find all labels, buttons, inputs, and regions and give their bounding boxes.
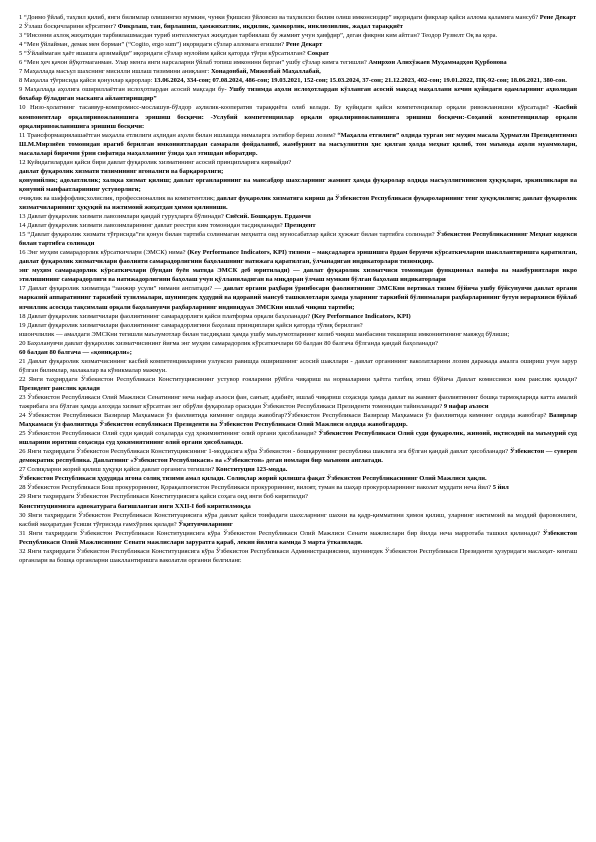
question-line <box>19 411 577 429</box>
question-text: 20 Баҳоланувчи давлат фуқаролик хизматчисининг йиғма энг муҳим самарадорлик кўрсаткичлари 60 балдан 80 балгача бўлганда қандай баҳоланади? <box>19 339 438 347</box>
answer-text: Президент <box>284 222 316 230</box>
question-line <box>19 429 577 447</box>
question-text: 8 Маҳалла тўғрисида қайси қонунлар қарорлар: <box>19 77 155 85</box>
answer-text: Ўзбекистон — суверен демократик республика. Давлатнинг «Ўзбекистон Республикаси» ва «Ўзбекистон» деган номлари бир маънони англатади. <box>19 448 577 465</box>
answer-text: Сократ <box>307 50 329 58</box>
question-list <box>19 13 577 565</box>
question-text: 11 Трансформациялашаётган маҳалла етлилиги аҳлидан аҳоли билан ишлашда нималарга эътибор бериш лозим? <box>19 131 338 139</box>
question-line <box>19 230 577 248</box>
question-line <box>19 194 577 212</box>
answer-text: Рене Декарт <box>285 41 323 49</box>
answer-text: қонунийлик; адолатлилик; халқка хизмат қилиш; давлат органларининг ва мансабдор шахсларнинг жамият ҳамда фуқаролар олдида масъуллигиниснон ҳуқуқларн, эркинликлари ва қонуний манфаатларининг устуворлиги; <box>19 176 577 193</box>
question-text: 7 Маҳаллада масъул шахснинг мисилли ишлаш тизимини аниқланг: <box>19 68 211 76</box>
answer-text: Президент раислик қилади <box>19 384 100 392</box>
question-line <box>19 13 577 22</box>
answer-text: (Key Performance Indicators, KPI) тизими – мақсадларга эришишга ёрдам берувчи кўрсаткичларни шакллантиришга қаратилган, давлат фуқаролик хизматчилари фаолияти самарадорлигини баҳолашнинг натижага қаратилган, ўлчанадиган индикаторлари тизимидир. <box>19 249 577 266</box>
question-line <box>19 158 577 167</box>
answer-text: Амирхон Алихўжаев Муҳаммадҳон Қурбонова <box>368 59 507 67</box>
answer-text: Вазирлар Маҳкамаси ўз фаолиятида Ўзбекистон еспубликаси Президенти ва Ўзбекистон Республикаси Олий Мажлиси олдида жавобгардир. <box>19 412 577 429</box>
question-text: 6 “Мен ҳеч қачон йўқотмаганман. Улар менга янги нарсаларни ўйлаб топиш имконини берган” ушбу сўзлар кимга тегишли? <box>19 59 369 67</box>
question-text: 24 Ўзбекистон Республикаси Вазирлар Маҳкамаси ўз фаолиятида кимнинг олдида жавобгар?Ўзбекистон Республикаси Вазирлар Маҳкамаси ўз фаолиятида кимнинг олдида жавобгар? <box>19 412 549 420</box>
answer-text: давлат органи раҳбари ўринбосари фаолиятининг ЭМСКни вертикал тизим бўйича ушбу бўйсунувчи давлат органи марказий аппаратининг таркибий тузилмалари, шунингдек ҳудудий ва идоравий мансуб ташкилотлари ҳамда уларнинг таркибий бўлинмалари раҳбарларининг бутун иерархияси бўйлаб изчиллик асосида тақсимлаш орқали баҳоланувчи раҳбарларнинг индивидуал ЭМСКни ишлаб чиқиш тартиби; <box>19 285 577 311</box>
question-text: 26 Янги таҳрирдаги Ўзбекистон Республикаси Конституциясининг 1-моддасига кўра Ўзбекистон - бошқарувнинг республика шаклига эга бўлган қандай давлат ҳисобланади? <box>19 448 510 456</box>
question-text: 13 Давлат фуқаролик хизмати лавозимлари қандай гуруҳларга бўлинади? <box>19 213 226 221</box>
question-line <box>19 176 577 194</box>
question-line <box>19 502 577 511</box>
question-line <box>19 22 577 31</box>
question-text: 9 Маҳаллада аҳолига ошириллаётган ислоҳотлардан асосий мақсади бу- <box>19 86 229 94</box>
question-line <box>19 312 577 321</box>
question-text: 22 Янги таҳрирдаги Ўзбекистон Республикаси Конституциясининг устувор ғояларини рўёбга чиқариш ва нормаларини ҳаётга татбиқ этиш бўйича Давлат комиссияси ким раислик қилади? <box>19 375 577 383</box>
question-line <box>19 49 577 58</box>
question-text: ишончлилик — амалдаги ЭМСКни тегишли маълумотлар билан тасдиқлаш ҳамда ушбу маълумотларнинг келиб чиқиш манбасини текшириш имкониятининг мавжуд бўлиши; <box>19 330 510 338</box>
answer-text: Ўзбекистон Республикаси Олий суди фуқаролик, жиноий, иқтисодий ва маъмурий суд ишларини юритиш соҳасида суд ҳокимиятининг олий органи ҳисобланади. <box>19 430 577 447</box>
question-text: очиқлик ва шаффофлик;холислик, профессионаллик ва компетентлик; <box>19 194 217 202</box>
answer-text: 9 нафар аъзоси <box>443 403 489 411</box>
question-text: 1 “Доимо ўйлаб, таҳлил қилиб, янги билимлар олишингиз мумкин, чунки ўқишсиз ўйловсиз ва таҳлилсиз билим олиш имконсиздир” иқоридаги фикрлар қайси алломa қаламига мансуб? <box>19 14 540 21</box>
question-line <box>19 67 577 76</box>
question-text: 29 Янги таҳрирдаги Ўзбекистон Республикаси Конституциясига қайси соҳага оид янги боб киритилди? <box>19 493 308 501</box>
question-line <box>19 31 577 40</box>
question-line <box>19 547 577 565</box>
question-text: 2 Ўзлаш босқичларини кўрсатинг? <box>19 23 118 31</box>
question-text: 3 “Инсонни ахлоқ жиҳатидан тарбиялашмасдан туриб интеллектуал жиҳатдан тарбиялаш бу жамият учун ҳавфдир”, деган фикрни ким айтган? Теодор Рузвелт Оқ ва қора. <box>19 32 498 40</box>
answer-text: энг муҳим самарадорлик кўрсаткичлари (бундан буён матнда ЭМСК деб юритилади) — давлат фуқаролик хизматчиси томонидан функционал вазифа ва мажбуриятлари икро этилишининг самарадорлиги ва натижадорлигини баҳолаш учун қўлланиладиган ва миқдоран ўлчаш мумкин бўлган баҳолаш индикаторлари <box>19 267 577 284</box>
answer-text: (Key Performance Indicators, KPI) <box>311 312 411 320</box>
answer-text: Сиёсий. Бошқарув. Ердамчи <box>225 213 311 221</box>
question-line <box>19 483 577 492</box>
question-text: 5 “Ўйлаймаган ҳаёт яшашга арзимайди” иқоридаги сўзлар мулойим қайси қаторда тўғри кўрсатилган? <box>19 50 308 58</box>
question-line <box>19 167 577 176</box>
question-line <box>19 465 577 474</box>
question-line <box>19 492 577 501</box>
answer-text: Рене Декарт <box>539 14 577 21</box>
answer-text: Ушбу тизимда аҳоли ислоҳотлардан кўзланган асосий мақсад маҳаллани кечин қуйидаги одамларнинг аҳволидан бохабар бўладиган масканга айлантиришдир” <box>19 86 577 103</box>
question-text: 18 Давлат фуқаролик хизматчилари фаолиятининг самарадорлиги қайси платформа орқали баҳоланади? <box>19 312 312 320</box>
question-text: 15 “Давлат фуқаролик хизмати тўғрисида”ги қонун билан тартиба солинмаган меҳнатга оид муносабатлар қайси ҳужжат билан тартибга солинади? <box>19 231 437 239</box>
answer-text: Хонадонбай, Мижозбай Маҳаллабай, <box>210 68 321 76</box>
question-line <box>19 357 577 375</box>
question-line <box>19 212 577 221</box>
question-line <box>19 248 577 266</box>
question-line <box>19 474 577 483</box>
answer-text: Ўқитувчиларнинг <box>178 520 233 528</box>
answer-text: Конституциямизга адвокатурага бағишланган янги XXII-I боб киритилмоқда <box>19 502 251 510</box>
answer-text: Фикрлаш, тан, бирлашиш, ҳамжихатлик, иқдилик, ҳамкорлик, инклюзивлик, жадал тараққиёт <box>117 23 404 31</box>
answer-text: “Маҳалла етгилиги” олдида турган энг муҳим масала Ҳурматли Президентимиз Ш.М.Мирзиёев томонидан ярагиб берилган имкониятлардан самарали фойдаланиб, жамбурият ва масъулиятни ҳис қилган ҳолда меҳнат қилиб, том маънода аҳоли муаммолари, масалаларi бирични ўрни сифатида маҳалланинг ўзида ҳал этишдан иборатдир. <box>19 131 577 157</box>
question-text: 27 Солиқларни жорий қилиш ҳуқуқи қайси давлат органига тегишли? <box>19 466 216 474</box>
question-line <box>19 76 577 85</box>
answer-text: -Касбий компонентлар орқалиривожланишига эришиш босқичи: -Услубий компетенциялар орқали орқалиривожланишига эришиш босқичи:-Соҳавий компетенциялар орқали орқалиривожланишига эришиш босқичи: <box>19 104 577 130</box>
question-line <box>19 58 577 67</box>
question-text: 30 Янги таҳрирдаги Ўзбекистон Республикаси Конституциясига кўра давлат қайси тоифадаги шахсларнинг шахни ва қадр-қимматини ҳимоя қилиш, уларнинг ижтимоий ва моддий фаровонлиги, касбий маҳаратдан ўсиши тўғрисида ғамхўрлик қилади? <box>19 511 577 528</box>
answer-text: Конституция 123-модда. <box>215 466 288 474</box>
question-text: 32 Янги таҳрирдаги Ўзбекистон Республикаси Конституциясига кўра Ўзбекистон Республикаси Администрациясини, шунингдек Ўзбекистон Республикаси Президенти ҳузуридаги маслаҳат- кенгаш органлари ва бошқа органларни шакллантиришга ваколатли органни белгиланг. <box>19 547 577 564</box>
answer-text: 13.06.2024, 334-сон; 07.08.2024, 486-сон; 19.03.2021, 152-сон; 15.03.2024, 37-сон; 21.12.2023, 402-сон; 19.01.2022, ПҚ-92-сон; 18.06.2021, 380-сон. <box>154 77 567 85</box>
answer-text: Ўзбекистон Республикаси ҳудудида ягона солиқ тизими амал қилади. Солиқлар жорий қилишга фақат Ўзбекистон Республикасининг Олий Мажлиси ҳақли. <box>19 475 487 483</box>
question-text: 21 Давлат фуқаролик хизматчисининг касбий компетенцияларини узлуксиз равишда оширишнинг асосий шакллари - давлат органининг ваколатларини лозим даражада амалга ошириш учун зарур бўлган билимлар, малакалар ва кўникмалар мажмуи. <box>19 357 577 374</box>
question-line <box>19 330 577 339</box>
question-text: 17 Давлат фуқаролик хизматида “занжир усули” нимани англатади? — <box>19 285 224 293</box>
answer-text: Ўзбекистон Республикаси Олий Мажлисининг Сенати мажлислари заруратга қараб, лекин йилига камида 3 марта ўтказилади. <box>19 529 577 546</box>
question-line <box>19 266 577 284</box>
answer-text: 60 балдан 80 балгача — «қониқарли»; <box>19 348 132 356</box>
question-line <box>19 393 577 411</box>
answer-text: давлат фуқаролик хизматига кириш да Ўзбекистон Республикаси фуқароларининг тенг ҳуқуқлилиги; давлат фуқаролик хизматчиларининг ҳуқуқий ва ижтимоий жиҳатдан ҳимоя қилиниши. <box>19 194 578 211</box>
answer-text: давлат фуқаролик хизмати тизимининг ягоналиги ва барқарорлиги; <box>19 167 224 175</box>
question-text: 23 Ўзбекистон Республикаси Олий Мажлиси Сенатининг неча нафар аъзоси фан, санъат, адабиёт, ишлаб чиқариш соҳасида ҳамда давлат ва жамият фаолиятининг бошқа тармоқларида катта амалий тажрибага эга бўлган ҳамда алоҳида хизмат кўрсатган энг обрўли фуқаролар орасидан Ўзбекистон Республикаси Президенти томонидан тайинланади? <box>19 393 577 411</box>
question-line <box>19 103 577 130</box>
question-text: 19 Давлат фуқаролик хизматчилари фаолиятининг самарадорлигини баҳолаш принциплари қайси қаторда тўлиқ берилган? <box>19 321 363 329</box>
question-line <box>19 511 577 529</box>
question-line <box>19 131 577 158</box>
question-text: 25 Ўзбекистон Республикаси Олий суди қандай соҳаларда суд ҳокимиятининг олий органи ҳисобланади? <box>19 430 319 438</box>
question-text: 31 Янги таҳрирдаги Ўзбекистон Республикаси Конституциясига кўра Ўзбекистон Республикаси Олий Мажлиси Сенати мажлислари бир йилда неча марротаба ташкил қилинади? <box>19 529 543 537</box>
question-line <box>19 529 577 547</box>
question-line <box>19 40 577 49</box>
answer-text: 5 йил <box>492 484 509 492</box>
question-line <box>19 375 577 393</box>
question-text: 4 “Мен ўйлайман, демак мен борман” (“Cogito, ergo sum”) иқоридаги сўзлар алломага егишли? <box>19 41 286 49</box>
question-text: 16 Энг муҳим самарадорлик кўрсаткичлари (ЭМСК) нима? <box>19 249 188 257</box>
question-line <box>19 284 577 311</box>
question-text: 14 Давлат фуқаролик хизмати лавозимларининг давлат реестри ким томонидан тасдиқланади? <box>19 222 285 230</box>
question-text: 28 Ўзбекистон Республикаси Бош прокурорининг, Қорақалпоғистон Республикаси прокурорининг, вилоят, туман ва шаҳар прокурорларининг ваколат муддати неча йил? <box>19 484 493 492</box>
question-text: 12 Куйидагилардан қайси бири давлат фуқаролик хизматининг асосий принципларига кирмайди? <box>19 158 292 166</box>
question-line <box>19 348 577 357</box>
question-line <box>19 85 577 103</box>
question-line <box>19 221 577 230</box>
question-text: 10 Низо-ҳолатнинг тасаввур-компромисс-мослашув-бўлдор аҳлилик-кооператив тараққиёта олиб келади. Бу қуйидаги қайси компетенциялар орқали ривожланишни кўрсатади? <box>19 104 554 112</box>
question-line <box>19 447 577 465</box>
question-line <box>19 321 577 330</box>
answer-text: Ўзбекистон Республикасининг Меҳнат кодекси билан тартибга солинади <box>19 231 578 248</box>
question-line <box>19 339 577 348</box>
